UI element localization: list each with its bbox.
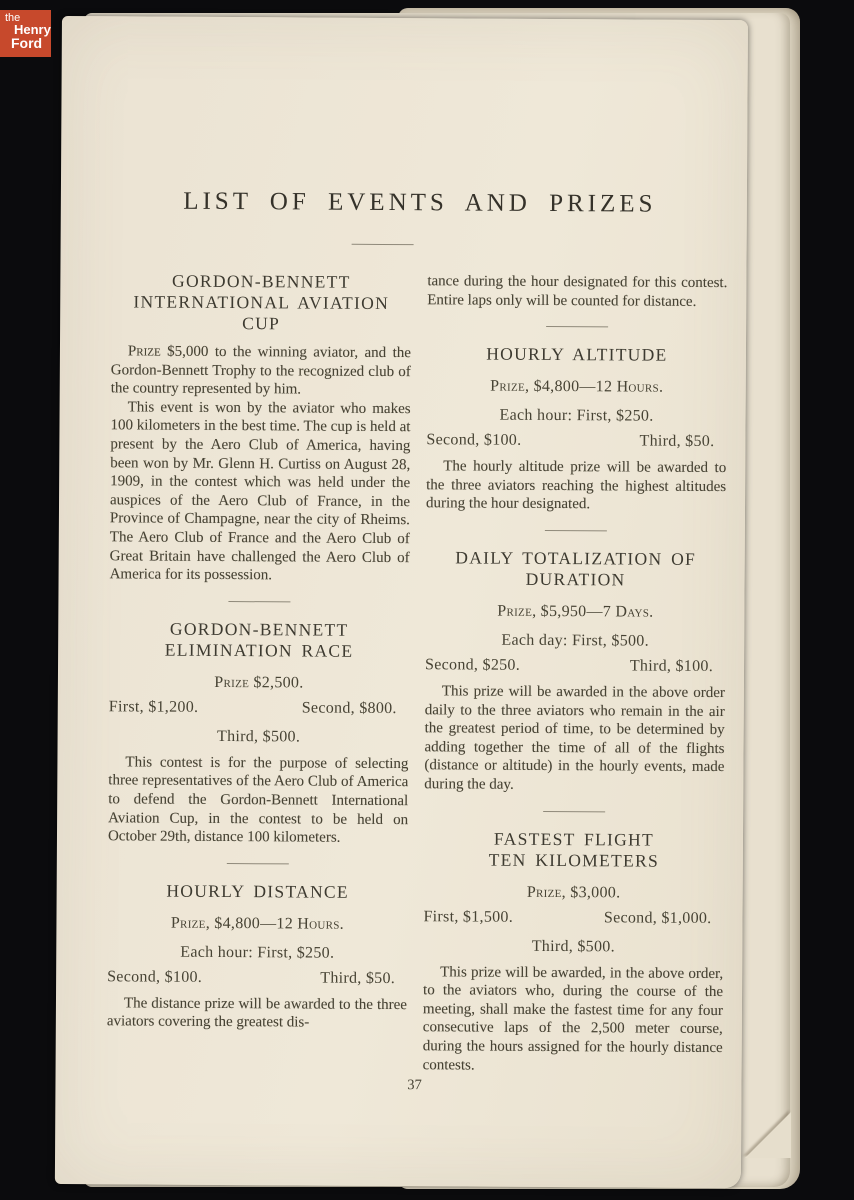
prize-second: Second, $100.: [426, 431, 522, 450]
prize-each-hour: Each hour: First, $250.: [499, 406, 654, 425]
paragraph-continuation: tance during the hour designated for this contest. Entire laps only will be counted for distance.: [427, 273, 728, 310]
prize-third: Third, $50.: [320, 969, 396, 987]
heading-line: HOURLY ALTITUDE: [486, 343, 668, 365]
section-divider: [228, 601, 290, 602]
heading-line: DURATION: [525, 568, 626, 590]
prize-second: Second, $1,000.: [603, 908, 712, 927]
prize-third: Third, $500.: [216, 727, 301, 746]
section-daily-totalization: [424, 547, 726, 795]
heading-line: TEN KILOMETERS: [488, 849, 660, 871]
heading-line: FASTEST FLIGHT: [493, 828, 655, 850]
page-title: LIST OF EVENTS AND PRIZES: [183, 187, 657, 218]
prize-first: First, $1,200.: [108, 698, 199, 716]
two-column-text: [107, 270, 728, 1076]
section-hourly-altitude: [426, 343, 727, 515]
paragraph-text: $5,000 to the winning aviator, and the Gordon-Bennett Trophy to the recognized club of the country represented by him.: [110, 343, 411, 398]
prize-places-row: [109, 694, 409, 721]
section-heading: [111, 270, 411, 335]
book-page: [55, 16, 748, 1188]
prize-second: Second, $800.: [301, 699, 397, 717]
section-divider: [227, 863, 289, 864]
prize-each-hour: Each hour: First, $250.: [180, 943, 335, 962]
left-column: [107, 270, 412, 1074]
title-divider: [352, 244, 414, 245]
section-hourly-distance: [107, 880, 408, 1033]
paragraph: The distance prize will be awarded to the three aviators covering the greatest dis-: [106, 995, 408, 1031]
prize-each-day: Each day: First, $500.: [501, 631, 649, 650]
prize-second: Second, $250.: [424, 656, 521, 674]
prize-third: Third, $100.: [629, 657, 714, 675]
prize-amount: Prize $2,500.: [214, 673, 304, 692]
right-column: [423, 272, 728, 1076]
section-divider: [545, 530, 607, 531]
section-heading: [424, 828, 724, 872]
section-elimination-race: [108, 618, 409, 848]
logo-text-ford: Ford: [11, 35, 43, 51]
prize-amount: Prize, $4,800—12 Hours.: [490, 377, 664, 396]
paragraph: This prize will be awarded in the above order daily to the three aviators who remain in the air the greatest period of time, to be determined by adding together the time of all of the flights (distance or altitude) in the hourly events, made during the day.: [424, 683, 725, 793]
prize-places-row: [425, 652, 725, 679]
page-content: [106, 16, 729, 1096]
prize-second: Second, $100.: [107, 967, 203, 986]
section-divider: [546, 326, 608, 327]
heading-line: INTERNATIONAL AVIATION: [133, 291, 390, 314]
paragraph: [111, 342, 411, 400]
heading-line: GORDON-BENNETT: [172, 270, 351, 292]
section-fastest-flight: [423, 828, 725, 1076]
logo-text-henry: Henry: [14, 22, 51, 37]
henry-ford-logo: [0, 10, 51, 57]
heading-line: ELIMINATION RACE: [164, 639, 354, 661]
prize-third: Third, $500.: [531, 937, 615, 955]
page-number: 37: [407, 1077, 422, 1094]
section-divider: [543, 810, 605, 811]
prize-third: Third, $50.: [639, 432, 715, 451]
paragraph: The hourly altitude prize will be awarded to the three aviators reaching the highest altitudes during the hour designated.: [425, 458, 727, 513]
section-heading: [427, 343, 727, 366]
section-heading: [426, 547, 726, 591]
section-heading: [109, 618, 409, 662]
section-gordon-bennett-cup: [110, 270, 412, 586]
heading-line: CUP: [242, 313, 281, 334]
page-corner-fold: [745, 1112, 791, 1158]
heading-line: GORDON-BENNETT: [169, 618, 349, 640]
heading-line: HOURLY DISTANCE: [166, 880, 349, 902]
paragraph: This prize will be awarded, in the above order, to the aviators who, during the course of the meeting, shall make the fastest time for any four consecutive laps of the 2,500 meter course, during the hours assigned for the hourly distance contests.: [422, 963, 724, 1074]
prize-places-row: [107, 964, 407, 991]
logo-text-the: the: [5, 12, 21, 24]
section-heading: [108, 880, 408, 903]
prize-places-row: [423, 904, 723, 931]
prize-amount: Prize, $5,950—7 Days.: [497, 602, 654, 621]
prize-lead-word: Prize: [127, 343, 161, 360]
prize-amount: Prize, $4,800—12 Hours.: [170, 914, 345, 933]
prize-first: First, $1,500.: [423, 907, 514, 926]
prize-places-row: [426, 427, 726, 454]
paragraph: This event is won by the aviator who makes 100 kilometers in the best time. The cup is held at present by the Aero Club of America, having been won by Mr. Glenn H. Curtiss on August 28, 1909, in the contest which was held under the auspices of the Aero Club of France, in the Province of Champagne, near the city of Rheims. The Aero Club of France and the Aero Club of Great Britain have challenged the Aero Club of America for its possession.: [109, 399, 411, 584]
heading-line: DAILY TOTALIZATION OF: [455, 547, 697, 569]
prize-amount: Prize, $3,000.: [526, 883, 621, 901]
paragraph: This contest is for the purpose of selecting three representatives of the Aero Club of America to defend the Gordon-Bennett International Aviation Cup, in the contest to be held on October 29th, distance 100 kilometers.: [107, 754, 409, 846]
